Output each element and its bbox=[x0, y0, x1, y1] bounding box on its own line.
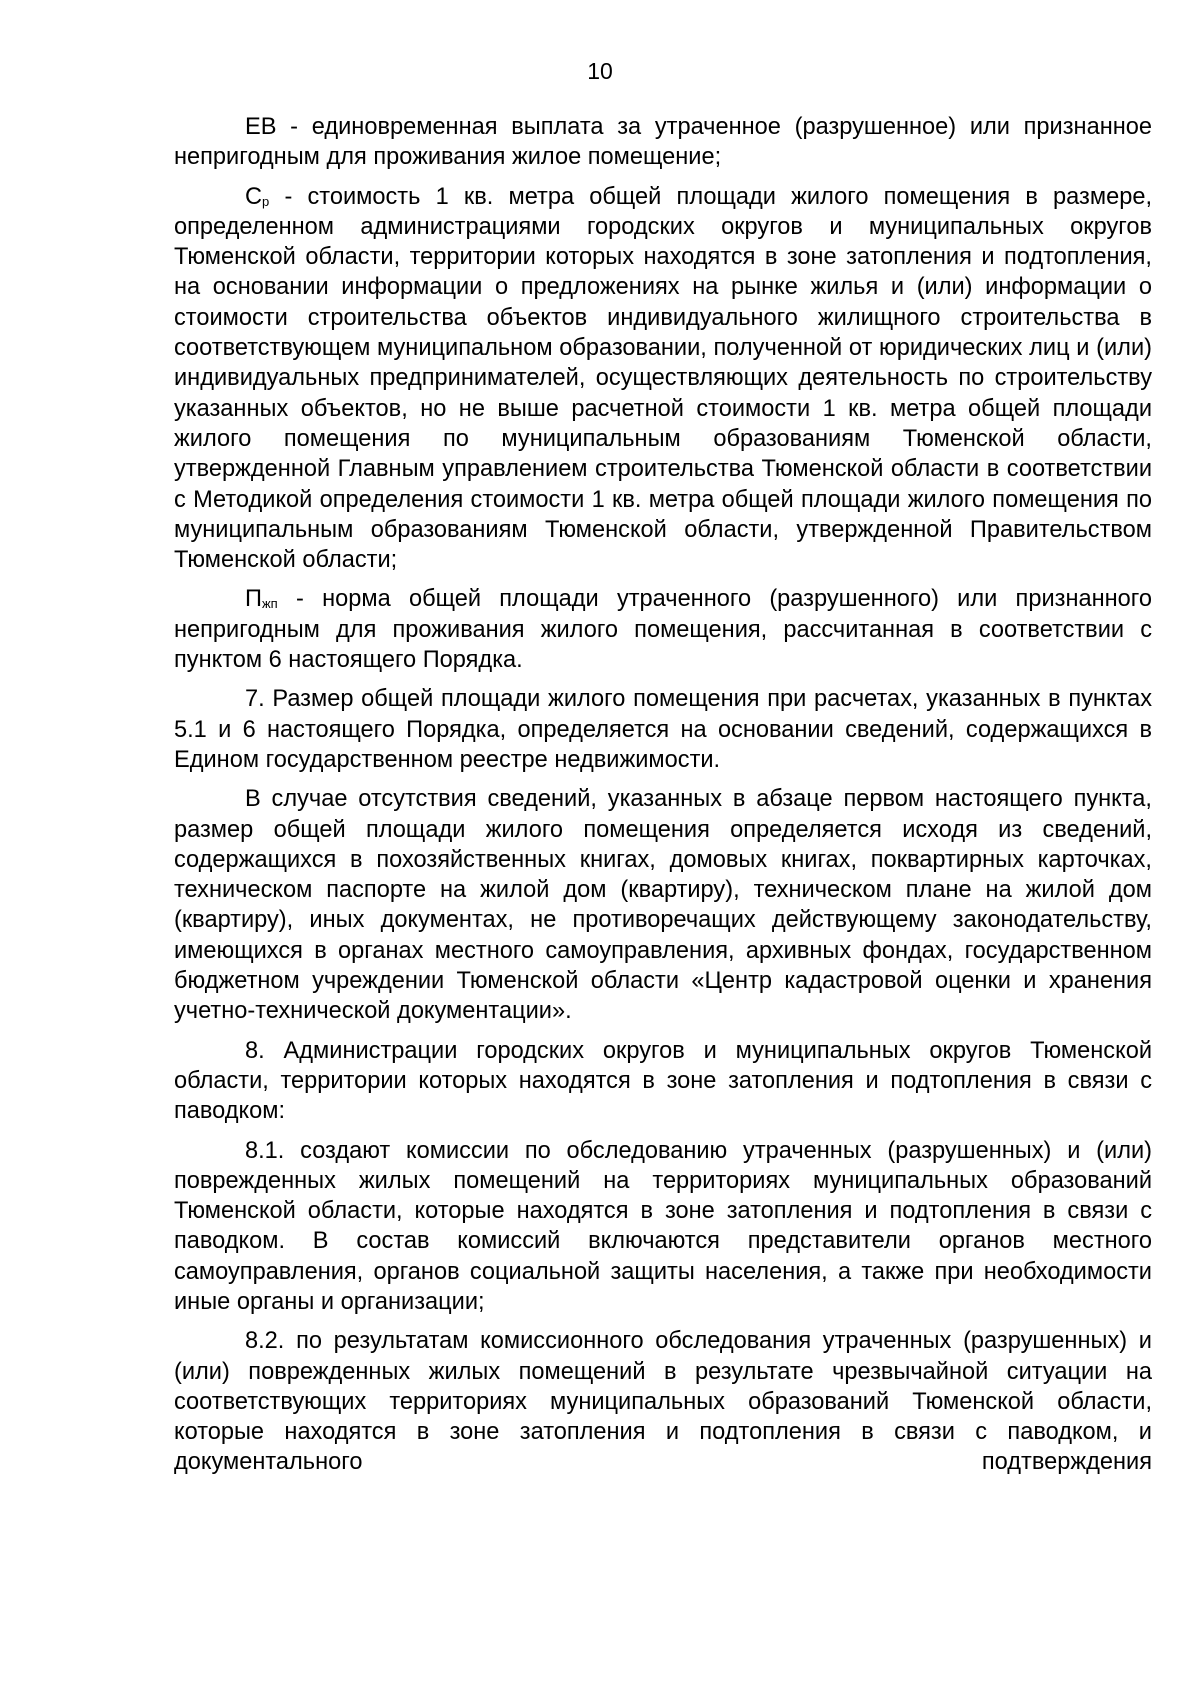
symbol-cp: С bbox=[245, 183, 263, 210]
document-body bbox=[174, 112, 1152, 1487]
symbol-pzhp-subscript: жп bbox=[261, 596, 278, 612]
paragraph-8: 8. Администрации городских округов и муниципальных округов Тюменской области, территории которых находятся в зоне затопления и подтопления в связи с паводком: bbox=[174, 1037, 1152, 1125]
paragraph-7-absent-data: В случае отсутствия сведений, указанных в абзаце первом настоящего пункта, размер общей площади жилого помещения определяется исходя из сведений, содержащихся в похозяйственных книгах, домовых книгах, поквартирных карточках, техническом паспорте на жилой дом (квартиру), техническом плане на жилой дом (квартиру), иных документах, не противоречащих действующему законодательству, имеющихся в органах местного самоуправления, архивных фондах, государственном бюджетном учреждении Тюменской области «Центр кадастровой оценки и хранения учетно-технической документации». bbox=[174, 786, 1152, 1025]
page-number: 10 bbox=[587, 58, 613, 84]
symbol-ev: ЕВ bbox=[245, 114, 277, 140]
paragraph-8-1: 8.1. создают комиссии по обследованию утраченных (разрушенных) и (или) поврежденных жилых помещений на территориях муниципальных образований Тюменской области, которые находятся в зоне затопления и подтопления в связи с паводком. В состав комиссий включаются представители органов местного самоуправления, органов социальной защиты населения, а также при необходимости иные органы и организации; bbox=[174, 1137, 1152, 1315]
definition-cp-text: - стоимость 1 кв. метра общей площади жилого помещения в размере, определенном администрациями городских округов и муниципальных округов Тюменской области, территории которых находятся в зоне затопления и подтопления, на основании информации о предложениях на рынке жилья и (или) информации о стоимости строительства объектов индивидуального жилищного строительства в соответствующем муниципальном образовании, полученной от юридических лиц и (или) индивидуальных предпринимателей, осуществляющих деятельность по строительству указанных объектов, но не выше расчетной стоимости 1 кв. метра общей площади жилого помещения по муниципальным образованиям Тюменской области, утвержденной Главным управлением строительства Тюменской области в соответствии с Методикой определения стоимости 1 кв. метра общей площади жилого помещения по муниципальным образованиям Тюменской области, утвержденной Правительством Тюменской области; bbox=[174, 183, 1152, 574]
paragraph-7: 7. Размер общей площади жилого помещения при расчетах, указанных в пунктах 5.1 и 6 настоящего Порядка, определяется на основании сведений, содержащихся в Едином государственном реестре недвижимости. bbox=[174, 686, 1152, 773]
paragraph-pzhp-definition bbox=[174, 584, 1152, 675]
paragraph-ev-definition bbox=[174, 112, 1152, 173]
definition-pzhp-text: - норма общей площади утраченного (разрушенного) или признанного непригодным для проживания жилого помещения, рассчитанная в соответствии с пунктом 6 настоящего Порядка. bbox=[174, 586, 1152, 674]
symbol-pzhp: П bbox=[245, 586, 262, 613]
definition-ev-text: - единовременная выплата за утраченное (разрушенное) или признанное непригодным для проживания жилое помещение; bbox=[174, 114, 1152, 171]
paragraph-cp-definition bbox=[174, 182, 1152, 576]
symbol-cp-subscript: р bbox=[262, 193, 270, 209]
paragraph-8-2: 8.2. по результатам комиссионного обследования утраченных (разрушенных) и (или) поврежденных жилых помещений в результате чрезвычайной ситуации на соответствующих территориях муниципальных образований Тюменской области, которые находятся в зоне затопления и подтопления в связи с паводком, и документального подтверждения bbox=[174, 1328, 1152, 1476]
